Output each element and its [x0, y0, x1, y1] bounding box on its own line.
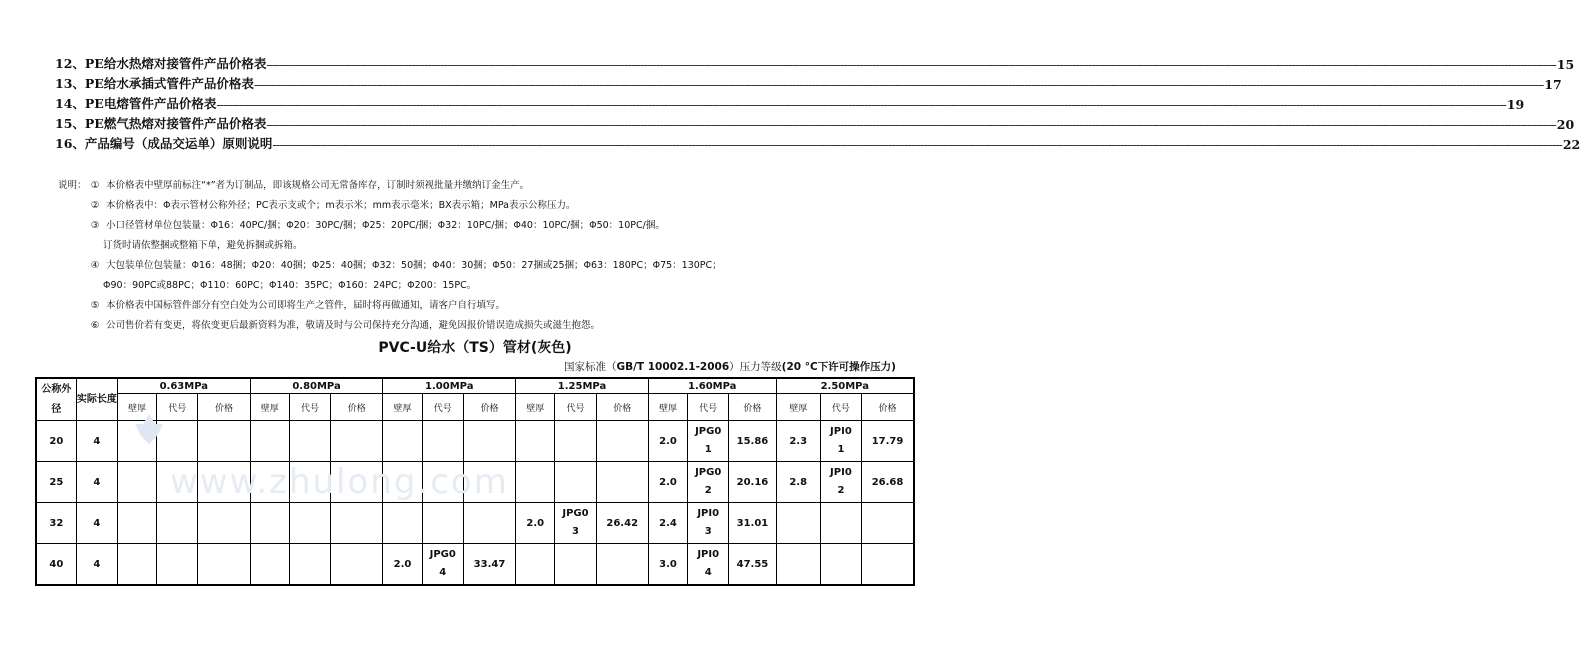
header-price: 价格 [729, 394, 776, 421]
header-wall: 壁厚 [516, 394, 555, 421]
note-item [58, 176, 918, 196]
note-number: ② [90, 200, 100, 211]
cell-wall [776, 544, 820, 586]
toc-entry[interactable] [55, 92, 1525, 112]
note-number: ① [90, 180, 100, 191]
cell-price [198, 462, 250, 503]
cell-wall [383, 421, 422, 462]
cell-wall [117, 462, 156, 503]
cell-price [463, 503, 515, 544]
cell-code: JPG0 2 [688, 462, 729, 503]
toc-entry-page: 15 [1556, 57, 1575, 72]
cell-wall [250, 462, 289, 503]
cell-wall [250, 544, 289, 586]
cell-price [596, 421, 648, 462]
cell-wall [250, 421, 289, 462]
note-item [58, 316, 918, 336]
cell-wall [383, 503, 422, 544]
note-number: ③ [90, 220, 100, 231]
note-text: 本价格表中国标管件部分有空白处为公司即将生产之管件，届时将再做通知，请客户自行填写。 [106, 300, 506, 311]
header-price: 价格 [331, 394, 383, 421]
cell-price [331, 421, 383, 462]
cell-wall [117, 503, 156, 544]
cell-od: 25 [36, 462, 76, 503]
toc-entry[interactable] [55, 112, 1575, 132]
toc-entry[interactable] [55, 132, 1580, 152]
header-od: 公称外径 [36, 378, 76, 421]
standard-caption: 国家标准（GB/T 10002.1-2006）压力等级(20 °C下许可操作压力) [563, 361, 896, 373]
toc-entry-title: 16、产品编号（成品交运单）原则说明 [55, 136, 273, 151]
cell-code [422, 421, 463, 462]
cell-price: 20.16 [729, 462, 776, 503]
cell-code [157, 503, 198, 544]
cell-code: JPG0 3 [555, 503, 596, 544]
watermark-text: www.zhulong.com [170, 462, 509, 502]
cell-od: 40 [36, 544, 76, 586]
cell-code [820, 503, 861, 544]
cell-code [555, 421, 596, 462]
toc-entry[interactable] [55, 52, 1575, 72]
header-wall: 壁厚 [250, 394, 289, 421]
toc-leader: ---------------------------------------------------------------------------------------------------------------------------------------------------------------------------------------------------------------------------------------------------------------------------------------------------------------------------------------------------------------------------------------------------------------- [216, 97, 1506, 112]
cell-wall [516, 462, 555, 503]
note-text: 订货时请依整捆或整箱下单，避免拆捆或拆箱。 [103, 240, 303, 251]
cell-wall: 2.0 [383, 544, 422, 586]
toc-entry-page: 20 [1556, 117, 1575, 132]
cell-length: 4 [76, 503, 117, 544]
cell-code [422, 462, 463, 503]
cell-price [862, 503, 914, 544]
price-table [35, 377, 915, 586]
header-wall: 壁厚 [383, 394, 422, 421]
cell-code [289, 421, 330, 462]
header-code: 代号 [555, 394, 596, 421]
note-number: ⑥ [90, 320, 100, 331]
note-continuation [58, 276, 918, 296]
header-code: 代号 [820, 394, 861, 421]
note-intro: 说明： [58, 180, 87, 191]
cell-length: 4 [76, 421, 117, 462]
header-price: 价格 [596, 394, 648, 421]
table-of-contents [55, 52, 1580, 152]
cell-wall: 2.8 [776, 462, 820, 503]
note-continuation [58, 236, 918, 256]
cell-price: 47.55 [729, 544, 776, 586]
note-text: Φ90：90PC或88PC；Φ110：60PC；Φ140：35PC；Φ160：24PC；Φ200：15PC。 [103, 280, 477, 291]
toc-entry-title: 12、PE给水热熔对接管件产品价格表 [55, 56, 267, 71]
cell-code: JPI0 4 [688, 544, 729, 586]
cell-price: 15.86 [729, 421, 776, 462]
cell-wall [516, 544, 555, 586]
cell-price [463, 421, 515, 462]
header-pressure: 1.25MPa [516, 378, 649, 394]
note-item [58, 256, 918, 276]
toc-leader: ---------------------------------------------------------------------------------------------------------------------------------------------------------------------------------------------------------------------------------------------------------------------------------------------------------------------------------------------------------------------------------------------------------------- [266, 57, 1556, 72]
cell-wall: 2.0 [648, 462, 687, 503]
table-row [36, 503, 914, 544]
cell-code [289, 503, 330, 544]
cell-code: JPI0 1 [820, 421, 861, 462]
cell-wall: 2.0 [648, 421, 687, 462]
header-length: 实际长度 [76, 378, 117, 421]
cell-length: 4 [76, 544, 117, 586]
cell-code: JPI0 2 [820, 462, 861, 503]
cell-price [463, 462, 515, 503]
cell-price: 33.47 [463, 544, 515, 586]
cell-wall [250, 503, 289, 544]
header-price: 价格 [862, 394, 914, 421]
note-text: 大包装单位包装量：Φ16：48捆；Φ20：40捆；Φ25：40捆；Φ32：50捆；Φ40：30捆；Φ50：27捆或25捆；Φ63：180PC；Φ75：130PC； [106, 260, 722, 271]
toc-leader: ---------------------------------------------------------------------------------------------------------------------------------------------------------------------------------------------------------------------------------------------------------------------------------------------------------------------------------------------------------------------------------------------------------------- [272, 137, 1562, 152]
table-row [36, 544, 914, 586]
cell-wall [383, 462, 422, 503]
cell-code: JPG0 1 [688, 421, 729, 462]
cell-code [289, 544, 330, 586]
cell-price [862, 544, 914, 586]
cell-code [289, 462, 330, 503]
header-pressure: 0.63MPa [117, 378, 250, 394]
toc-entry-title: 13、PE给水承插式管件产品价格表 [55, 76, 254, 91]
note-item [58, 216, 918, 236]
cell-price [331, 544, 383, 586]
header-code: 代号 [422, 394, 463, 421]
cell-code [157, 421, 198, 462]
cell-price [596, 544, 648, 586]
cell-code [157, 462, 198, 503]
note-text: 本价格表中：Φ表示管材公称外径；PC表示支或个；m表示米；mm表示毫米；BX表示箱；MPa表示公称压力。 [106, 200, 576, 211]
header-wall: 壁厚 [117, 394, 156, 421]
cell-price [596, 462, 648, 503]
header-pressure: 1.60MPa [648, 378, 776, 394]
note-number: ④ [90, 260, 100, 271]
cell-code [422, 503, 463, 544]
toc-entry-title: 14、PE电熔管件产品价格表 [55, 96, 217, 111]
cell-price [198, 503, 250, 544]
note-text: 小口径管材单位包装量：Φ16：40PC/捆；Φ20：30PC/捆；Φ25：20PC/捆；Φ32：10PC/捆；Φ40：10PC/捆；Φ50：10PC/捆。 [106, 220, 665, 231]
header-code: 代号 [688, 394, 729, 421]
note-item [58, 296, 918, 316]
header-code: 代号 [157, 394, 198, 421]
notes-section [58, 176, 918, 336]
cell-wall: 2.4 [648, 503, 687, 544]
table-title: PVC-U给水（TS）管材(灰色) [378, 340, 572, 356]
cell-wall: 2.0 [516, 503, 555, 544]
header-wall: 壁厚 [776, 394, 820, 421]
cell-price: 26.68 [862, 462, 914, 503]
cell-price [331, 503, 383, 544]
header-wall: 壁厚 [648, 394, 687, 421]
cell-code [555, 462, 596, 503]
cell-price: 31.01 [729, 503, 776, 544]
cell-price: 17.79 [862, 421, 914, 462]
toc-leader: ---------------------------------------------------------------------------------------------------------------------------------------------------------------------------------------------------------------------------------------------------------------------------------------------------------------------------------------------------------------------------------------------------------------- [266, 117, 1556, 132]
cell-code [157, 544, 198, 586]
header-pressure: 0.80MPa [250, 378, 383, 394]
cell-wall [776, 503, 820, 544]
note-item [58, 196, 918, 216]
header-code: 代号 [289, 394, 330, 421]
table-row [36, 421, 914, 462]
cell-wall: 2.3 [776, 421, 820, 462]
cell-od: 32 [36, 503, 76, 544]
cell-price [198, 544, 250, 586]
toc-entry-page: 19 [1506, 97, 1525, 112]
toc-entry-page: 17 [1544, 77, 1562, 92]
toc-entry-page: 22 [1562, 137, 1580, 152]
cell-code: JPI0 3 [688, 503, 729, 544]
cell-od: 20 [36, 421, 76, 462]
toc-entry[interactable] [55, 72, 1562, 92]
toc-entry-title: 15、PE燃气热熔对接管件产品价格表 [55, 116, 267, 131]
note-number: ⑤ [90, 300, 100, 311]
toc-leader: ---------------------------------------------------------------------------------------------------------------------------------------------------------------------------------------------------------------------------------------------------------------------------------------------------------------------------------------------------------------------------------------------------------------- [253, 77, 1544, 92]
header-price: 价格 [463, 394, 515, 421]
cell-length: 4 [76, 462, 117, 503]
table-row [36, 462, 914, 503]
cell-code: JPG0 4 [422, 544, 463, 586]
cell-price [198, 421, 250, 462]
cell-wall: 3.0 [648, 544, 687, 586]
header-pressure: 2.50MPa [776, 378, 914, 394]
cell-code [820, 544, 861, 586]
header-price: 价格 [198, 394, 250, 421]
cell-code [555, 544, 596, 586]
note-text: 本价格表中壁厚前标注“*”者为订制品，即该规格公司无常备库存，订制时须视批量并缴纳订金生产。 [106, 180, 530, 191]
cell-price: 26.42 [596, 503, 648, 544]
cell-price [331, 462, 383, 503]
cell-wall [516, 421, 555, 462]
header-pressure: 1.00MPa [383, 378, 516, 394]
note-text: 公司售价若有变更，将依变更后最新资料为准，敬请及时与公司保持充分沟通，避免因报价错误造成损失或滋生抱怨。 [106, 320, 601, 331]
cell-wall [117, 544, 156, 586]
cell-wall [117, 421, 156, 462]
